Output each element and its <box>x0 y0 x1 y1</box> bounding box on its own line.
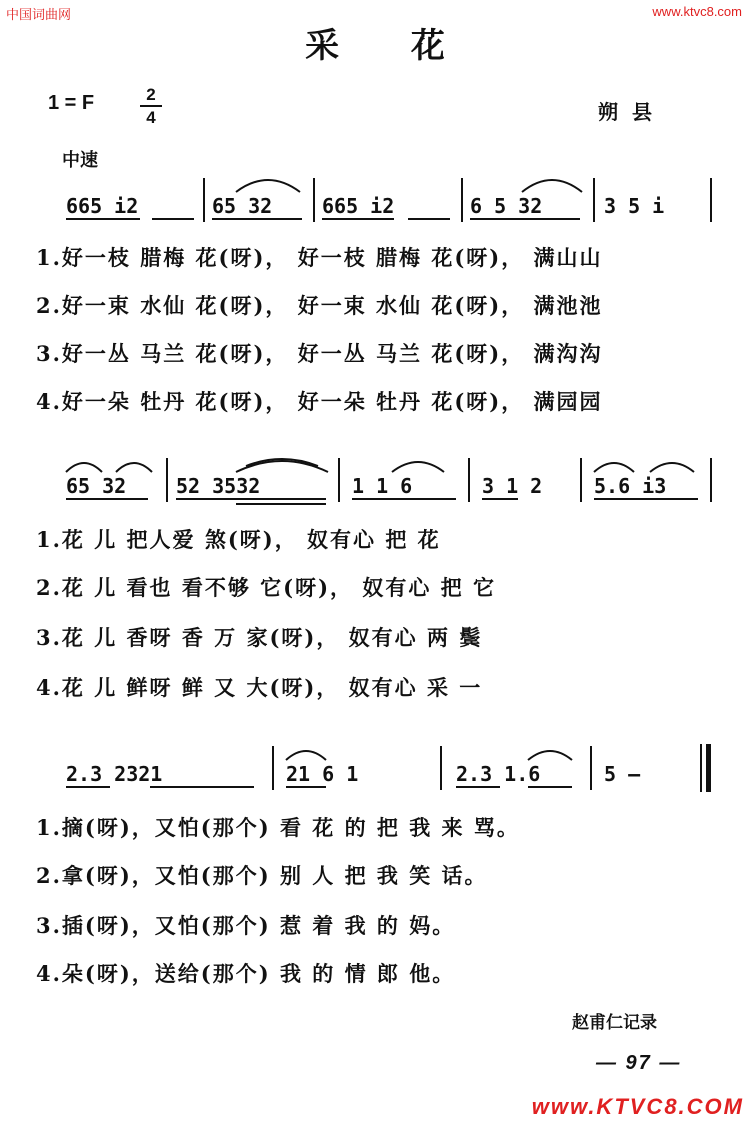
lyric-line: 4.朵(呀)，送给(那个) 我 的 情 郎 他。 <box>36 961 456 986</box>
slur <box>236 461 328 472</box>
time-signature-bottom: 4 <box>146 108 156 127</box>
measure-1-2: 65 32 <box>212 194 273 218</box>
measure-3-4: 5 — <box>604 762 641 786</box>
slur <box>392 462 444 472</box>
measure-3-2: 21 6 1 <box>286 762 359 786</box>
slur <box>116 463 152 472</box>
measure-1-4: 6 5 32 <box>470 194 543 218</box>
watermark-top-left: 中国词曲网 <box>6 7 72 22</box>
lyric-line: 3.花 儿 香呀 香 万 家(呀)， 奴有心 两 鬓 <box>36 625 483 650</box>
slur <box>236 180 300 192</box>
transcriber-credit: 赵甫仁记录 <box>572 1013 657 1033</box>
key-signature: 1 = F <box>48 92 95 114</box>
lyric-line: 2.花 儿 看也 看不够 它(呀)， 奴有心 把 它 <box>36 575 496 600</box>
watermark-bottom-right: www.KTVC8.COM <box>531 1094 744 1119</box>
lyric-line: 4.好一朵 牡丹 花(呀)， 好一朵 牡丹 花(呀)， 满园园 <box>36 389 603 414</box>
lyric-line: 1.摘(呀)，又怕(那个) 看 花 的 把 我 来 骂。 <box>36 815 520 840</box>
time-signature-top: 2 <box>146 85 156 104</box>
slur <box>650 463 694 472</box>
measure-1-1: 665 i2 <box>66 194 139 218</box>
measure-1-3: 665 i2 <box>322 194 395 218</box>
tempo-marking: 中速 <box>62 150 98 171</box>
lyric-line: 2.好一束 水仙 花(呀)， 好一束 水仙 花(呀)， 满池池 <box>36 293 603 318</box>
measure-2-5: 5.6 i3 <box>594 474 667 498</box>
lyric-line: 3.插(呀)，又怕(那个) 惹 着 我 的 妈。 <box>36 913 456 938</box>
watermark-top-right: www.ktvc8.com <box>652 4 742 19</box>
measure-3-3: 2.3 1.6 <box>456 762 541 786</box>
measure-2-3: 1 1 6 <box>352 474 413 498</box>
slur <box>594 463 634 472</box>
measure-3-1: 2.3 2321 <box>66 762 163 786</box>
slur <box>66 463 102 472</box>
lyric-line: 3.好一丛 马兰 花(呀)， 好一丛 马兰 花(呀)， 满沟沟 <box>36 341 603 366</box>
region-label: 朔县 <box>598 100 666 124</box>
slur <box>528 751 572 760</box>
page-number: — 97 — <box>596 1052 682 1074</box>
lyric-line: 1.花 儿 把人爱 煞(呀)， 奴有心 把 花 <box>36 527 441 552</box>
slur <box>522 180 582 192</box>
lyric-line: 2.拿(呀)，又怕(那个) 别 人 把 我 笑 话。 <box>36 863 488 888</box>
measure-2-1: 65 32 <box>66 474 127 498</box>
measure-2-2: 52 3532 <box>176 474 261 498</box>
lyric-line: 4.花 儿 鲜呀 鲜 又 大(呀)， 奴有心 采 一 <box>36 675 483 700</box>
measure-1-5: 3 5 i <box>604 194 665 218</box>
song-title: 采 花 <box>305 26 475 66</box>
measure-2-4: 3 1 2 <box>482 474 543 498</box>
lyric-line: 1.好一枝 腊梅 花(呀)， 好一枝 腊梅 花(呀)， 满山山 <box>36 245 603 270</box>
slur <box>286 751 326 760</box>
